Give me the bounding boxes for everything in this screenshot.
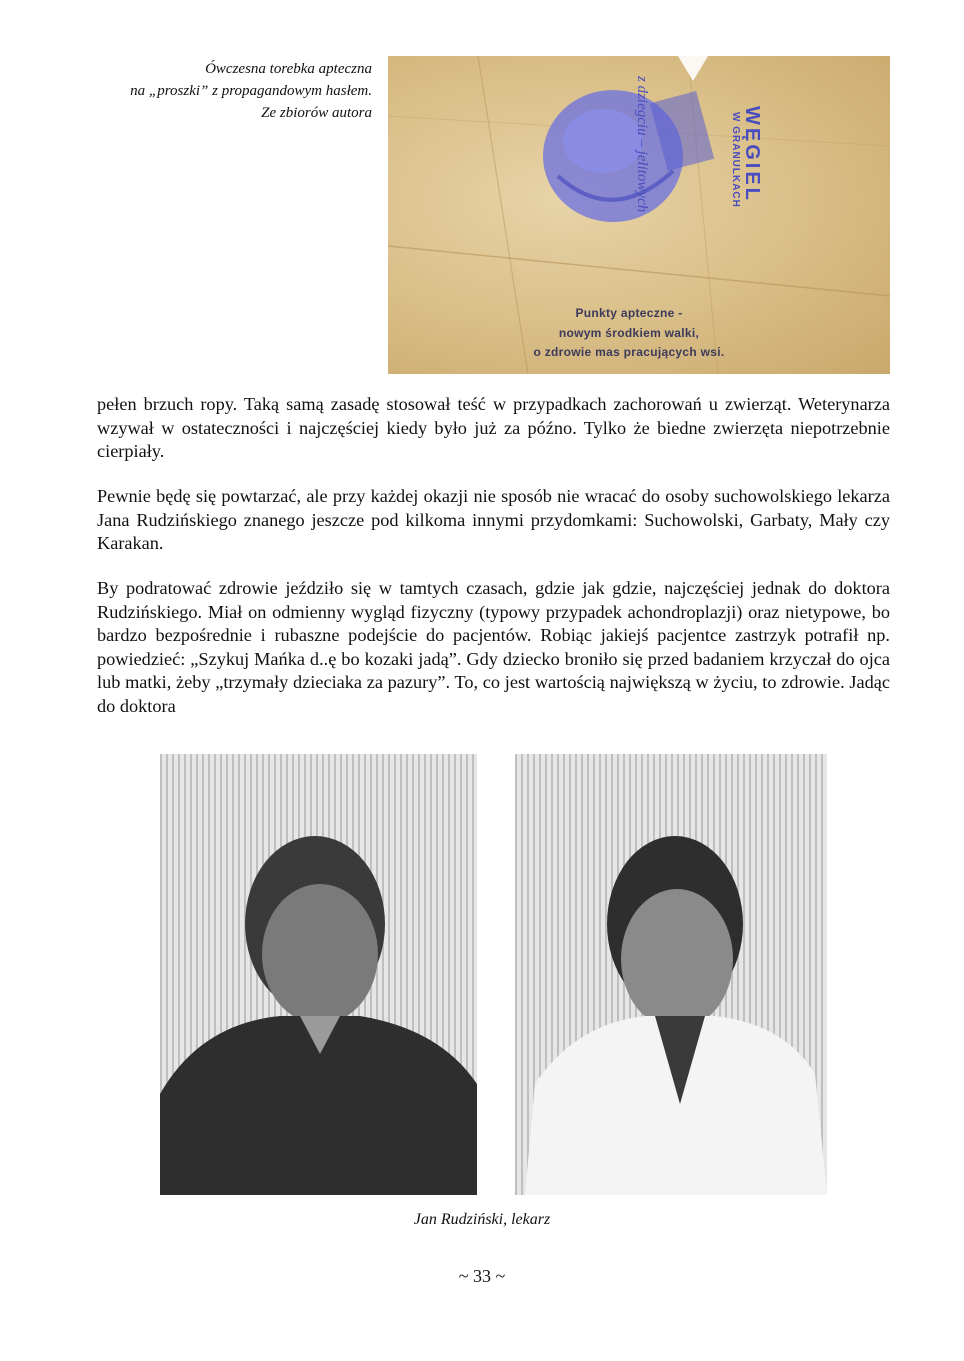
paragraph-text: pełen brzuch ropy. Taką samą zasadę stosował teść w przypadkach zachorowań u zwierząt. Weterynarza wzywał w ostateczności i najczęściej kiedy było już za późno. Tylko że biedne zwierzęta niepotrzebnie cierpiały. [97, 394, 890, 461]
portrait-figure [515, 754, 827, 1195]
paragraph [97, 485, 890, 556]
portrait-photo-left [160, 754, 477, 1195]
paragraph-text: By podratować zdrowie jeździło się w tamtych czasach, gdzie jak gdzie, najczęściej jednak do doktora Rudzińskiego. Miał on odmienny wygląd fizyczny (typowy przypadek achondroplazji) oraz nietypowe, bo bardzo bezpośrednie i rubaszne podejście do pacjentów. Robiąc jakiejś pacjentce zastrzyk potrafił np. powiedzieć: „Szykuj Mańka d..ę bo kozaki jadą”. Gdy dziecko broniło się przed badaniem krzyczał do ojca lub matki, żeby „trzymały dzieciaka za pazury”. To, co jest wartością największą w życiu, to zdrowie. Jadąc do doktora [97, 578, 890, 716]
portrait-photo-right [515, 754, 827, 1195]
photo-caption-top [60, 58, 372, 124]
bag-slogan-line: nowym środkiem walki, [558, 326, 700, 340]
caption-line: Ze zbiorów autora [261, 105, 372, 121]
paragraph [97, 577, 890, 718]
bag-slogan-line: Punkty apteczne - [575, 306, 683, 320]
page-number: ~ 33 ~ [458, 1266, 506, 1286]
bag-brand-text: WĘGIEL [741, 106, 763, 203]
portrait-figure [160, 754, 477, 1195]
bag-product-text: z dziegciu – jelitowych [634, 76, 650, 213]
paragraph [97, 393, 890, 464]
pharmacy-bag-photo [388, 56, 890, 374]
bag-slogan-line: o zdrowie mas pracujących wsi. [533, 345, 725, 359]
photo-caption-bottom: Jan Rudziński, lekarz [413, 1211, 551, 1228]
bag-brand-subtext: W GRANULKACH [730, 112, 741, 208]
caption-line: na „proszki” z propagandowym hasłem. [130, 83, 372, 99]
paragraph-text: Pewnie będę się powtarzać, ale przy każdej okazji nie sposób nie wracać do osoby suchowolskiego lekarza Jana Rudzińskiego znanego jeszcze pod kilkoma innymi przydomkami: Suchowolski, Garbaty, Mały czy Karakan. [97, 486, 890, 553]
caption-line: Ówczesna torebka apteczna [205, 61, 372, 77]
